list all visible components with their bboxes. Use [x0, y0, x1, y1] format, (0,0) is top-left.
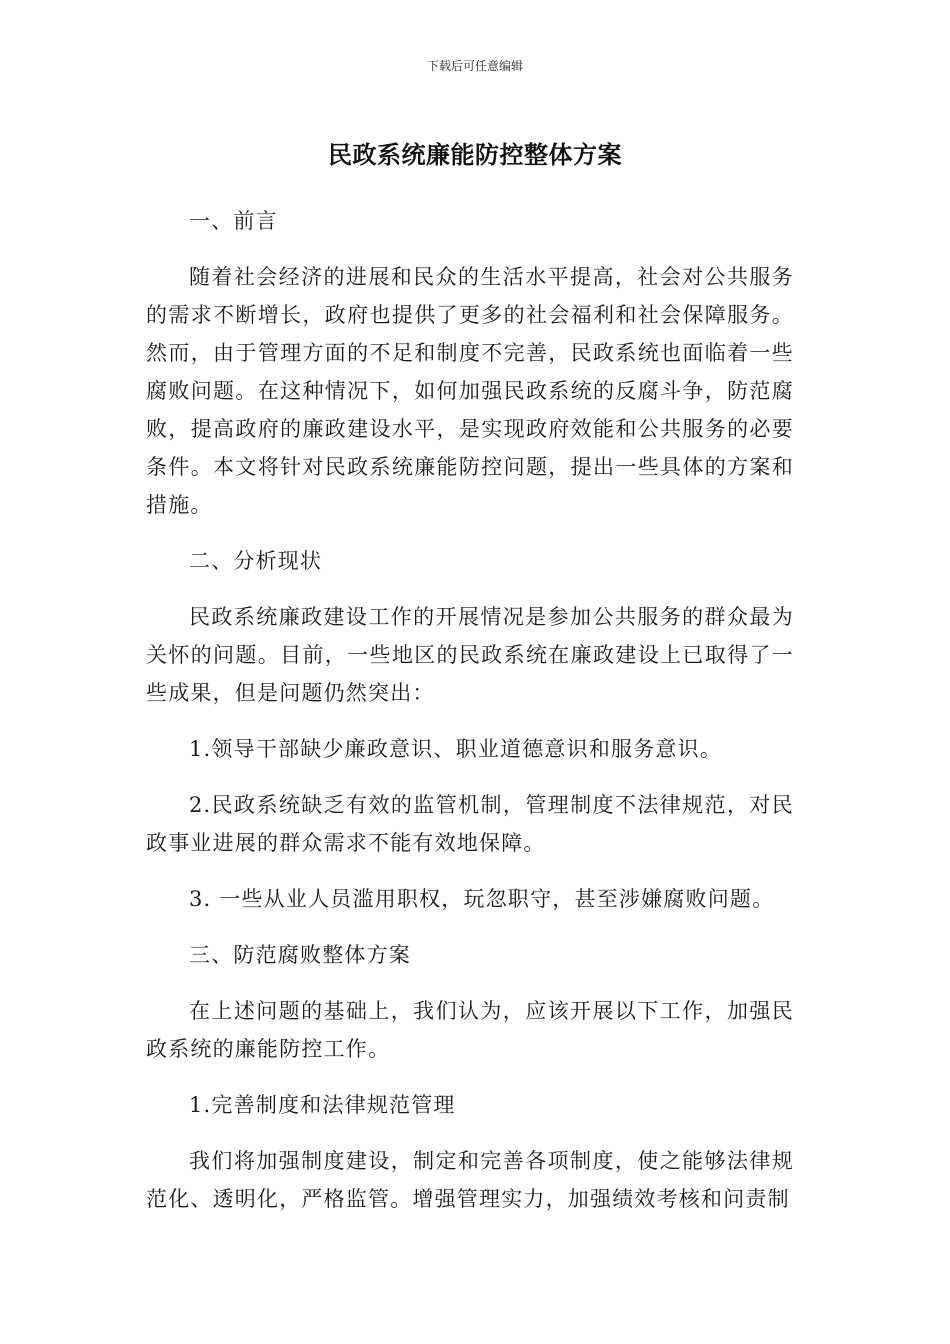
- section-heading-plan: 三、防范腐败整体方案: [189, 943, 411, 967]
- list-item-2: 2.民政系统缺乏有效的监管机制，管理制度不法律规范，对民政事业进展的群众需求不能有效地保障。: [146, 793, 794, 855]
- paragraph-system: 我们将加强制度建设，制定和完善各项制度，使之能够法律规范化、透明化，严格监管。增强管理实力，加强绩效考核和问责制: [146, 1149, 794, 1211]
- paragraph-preface: 随着社会经济的进展和民众的生活水平提高，社会对公共服务的需求不断增长，政府也提供了更多的社会福利和社会保障服务。然而，由于管理方面的不足和制度不完善，民政系统也面临着一些腐败问题。在这种情况下，如何加强民政系统的反腐斗争，防范腐败，提高政府的廉政建设水平，是实现政府效能和公共服务的必要条件。本文将针对民政系统廉能防控问题，提出一些具体的方案和措施。: [146, 265, 794, 517]
- paragraph-plan: 在上述问题的基础上，我们认为，应该开展以下工作，加强民政系统的廉能防控工作。: [146, 999, 794, 1061]
- list-item-3: 3. 一些从业人员滥用职权，玩忽职守，甚至涉嫌腐败问题。: [189, 887, 775, 911]
- subheading-system: 1.完善制度和法律规范管理: [189, 1093, 456, 1117]
- section-heading-preface: 一、前言: [189, 209, 278, 233]
- paragraph-analysis: 民政系统廉政建设工作的开展情况是参加公共服务的群众最为关怀的问题。目前，一些地区的民政系统在廉政建设上已取得了一些成果，但是问题仍然突出：: [146, 605, 794, 705]
- list-item-1: 1.领导干部缺少廉政意识、职业道德意识和服务意识。: [189, 737, 723, 761]
- document-title: 民政系统廉能防控整体方案: [328, 141, 622, 169]
- document-body: [146, 202, 794, 1236]
- header-note: 下载后可任意编辑: [426, 59, 523, 73]
- section-heading-analysis: 二、分析现状: [189, 549, 323, 573]
